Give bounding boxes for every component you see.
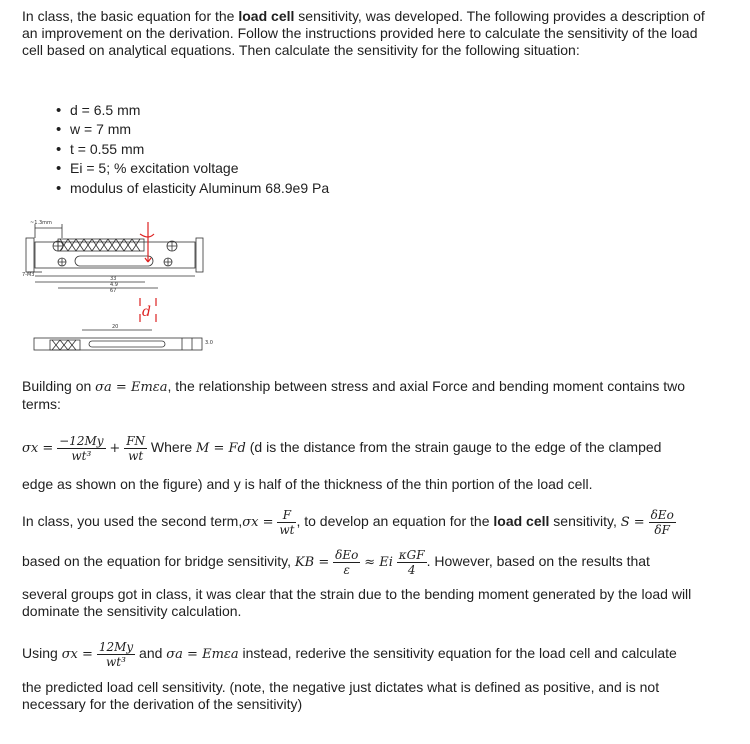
list-item: • t = 0.55 mm bbox=[48, 140, 329, 159]
sigma-equation-line bbox=[22, 434, 661, 463]
dim-49-label: 4.9 bbox=[110, 282, 118, 288]
fraction-num: κGF bbox=[398, 548, 425, 562]
fraction-num: FN bbox=[126, 434, 146, 448]
plus-sign: + bbox=[109, 441, 121, 457]
fraction-den: wt bbox=[279, 523, 295, 537]
approx-ei: ≈ Ei bbox=[364, 555, 393, 571]
fraction-num: δEo bbox=[335, 548, 359, 562]
load-cell-figure bbox=[22, 210, 213, 360]
fraction-den: wt³ bbox=[106, 655, 126, 669]
fraction-kb bbox=[333, 548, 360, 577]
building-paragraph bbox=[22, 378, 722, 413]
fraction-num: −12My bbox=[59, 434, 104, 448]
using-text: Using bbox=[22, 645, 58, 662]
intro-text-rest: sensitivity, was developed. The following provides a description of an improvement on the derivation. Follow the instructions provided here to calculate the sensitivity of the load cell based on analytical equations. Then calculate the sensitivity for the following situation: bbox=[22, 8, 705, 58]
fraction-den: δF bbox=[654, 523, 670, 537]
fraction-den: wt³ bbox=[71, 449, 92, 463]
sensitivity-lhs: S = bbox=[620, 515, 645, 531]
dim-20-label: 20 bbox=[112, 324, 119, 330]
fraction-axial bbox=[124, 434, 147, 463]
inclass-sigma: σx = bbox=[242, 515, 274, 531]
building-text: Building on bbox=[22, 378, 96, 394]
distance-description: (d is the distance from the strain gauge to the edge of the clamped bbox=[249, 439, 662, 456]
fraction-bending bbox=[57, 434, 105, 463]
intro-bold: load cell bbox=[238, 8, 295, 24]
bridge-line: based on the equation for bridge sensitivity, KB = $\frac{\text{δEo}}{\varepsilon}$ ≈ Ei $\frac{\text{κGF}}{4}$ . However, based on the results that bbox=[22, 548, 650, 577]
using-sigma: σx = bbox=[61, 647, 93, 663]
bridge-text: based on the equation for bridge sensitivity, bbox=[22, 553, 292, 570]
inclass-post: sensitivity, bbox=[549, 513, 617, 530]
list-item: • modulus of elasticity Aluminum 68.9e9 Pa bbox=[48, 179, 329, 198]
list-item: • Ei = 5; % excitation voltage bbox=[48, 159, 329, 178]
fraction-bending-pos bbox=[97, 640, 135, 669]
inclass-text: In class, you used the second term, bbox=[22, 513, 243, 530]
dim-left-label: 7-M3 bbox=[22, 272, 35, 278]
sigma-line2: edge as shown on the figure) and y is half of the thickness of the thin portion of the load cell. bbox=[22, 476, 593, 492]
intro-text: In class, the basic equation for the bbox=[22, 8, 239, 24]
stress-strain-equation: σa = Emεa bbox=[95, 380, 168, 395]
building-text-rest: , the relationship between stress and axial Force and bending moment contains two terms: bbox=[22, 378, 686, 412]
inclass-line bbox=[22, 508, 676, 537]
inclass-mid: , to develop an equation for the bbox=[296, 513, 494, 530]
dim-33-label: 33 bbox=[110, 276, 117, 282]
sigma-lhs: σx = bbox=[22, 441, 54, 457]
fraction-kgf bbox=[397, 548, 427, 577]
list-item: • d = 6.5 mm bbox=[48, 101, 329, 120]
using-post: instead, rederive the sensitivity equation for the load cell and calculate bbox=[242, 645, 677, 662]
list-item: • w = 7 mm bbox=[48, 120, 329, 139]
fraction-den: 4 bbox=[407, 563, 416, 577]
moment-equation: M = Fd bbox=[196, 441, 246, 457]
dim-top-label: ~1.3mm bbox=[30, 220, 52, 226]
using-line bbox=[22, 640, 677, 669]
side-label: 3.0 bbox=[205, 340, 213, 346]
fraction-num: 12My bbox=[98, 640, 134, 654]
fraction-num: δEo bbox=[650, 508, 674, 522]
inclass-bold: load cell bbox=[493, 513, 550, 530]
dim-67-label: 67 bbox=[110, 288, 117, 294]
several-paragraph: several groups got in class, it was clear that the strain due to the bending moment generated by the load will dominate the sensitivity calculation. bbox=[22, 586, 692, 619]
where-text: Where bbox=[150, 439, 193, 456]
fraction-axial-simple bbox=[277, 508, 296, 537]
fraction-den: wt bbox=[128, 449, 144, 463]
kb-lhs: KB = bbox=[294, 555, 330, 571]
fraction-sensitivity bbox=[649, 508, 676, 537]
using-line2: the predicted load cell sensitivity. (note, the negative just dictates what is defined as positive, and is not necessary for the derivation of the sensitivity) bbox=[22, 679, 660, 712]
fraction-num: F bbox=[277, 508, 296, 523]
and-text: and bbox=[139, 645, 163, 662]
intro-paragraph bbox=[22, 8, 722, 59]
using-stress-strain: σa = Emεa bbox=[166, 647, 239, 663]
bridge-post: However, based on the results that bbox=[434, 553, 650, 570]
parameter-list bbox=[48, 101, 329, 198]
fraction-den: ε bbox=[343, 563, 350, 577]
d-annotation: d bbox=[142, 304, 151, 320]
